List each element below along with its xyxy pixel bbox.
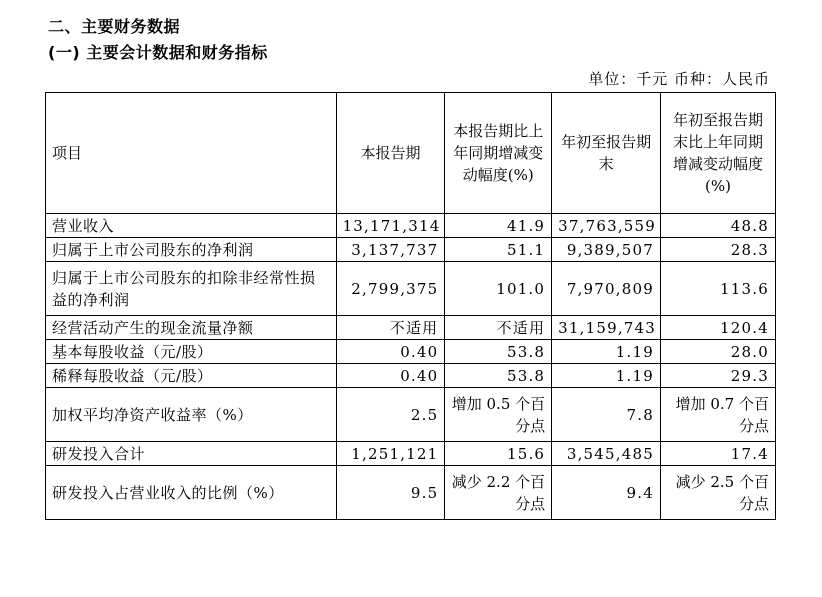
row-ytd: 7.8 [552,388,661,442]
financial-data-table [45,92,776,520]
header-ytd-change: 年初至报告期末比上年同期增减变动幅度(%) [660,93,775,214]
row-ytd-change: 17.4 [660,442,775,466]
row-ytd-change: 29.3 [660,364,775,388]
unit-currency-note: 单位：千元 币种：人民币 [588,70,770,88]
row-ytd: 37,763,559 [552,214,661,238]
row-ytd-change: 增加 0.7 个百分点 [660,388,775,442]
row-item: 归属于上市公司股东的净利润 [46,238,337,262]
row-ytd-change: 120.4 [660,316,775,340]
row-ytd-change: 28.0 [660,340,775,364]
row-current: 9.5 [336,466,445,520]
row-ytd: 1.19 [552,340,661,364]
row-current: 1,251,121 [336,442,445,466]
table-row [46,262,776,316]
row-ytd-change: 28.3 [660,238,775,262]
table-row [46,214,776,238]
table-row [46,388,776,442]
header-item: 项目 [46,93,337,214]
row-ytd-change: 113.6 [660,262,775,316]
table-header-row [46,93,776,214]
row-item: 营业收入 [46,214,337,238]
table-row [46,238,776,262]
row-ytd: 1.19 [552,364,661,388]
row-ytd-change: 48.8 [660,214,775,238]
subsection-heading: (一) 主要会计数据和财务指标 [48,43,268,62]
row-current: 0.40 [336,364,445,388]
table-row [46,340,776,364]
row-current-change: 51.1 [445,238,552,262]
section-heading: 二、主要财务数据 [48,17,181,36]
row-ytd: 9,389,507 [552,238,661,262]
row-item: 研发投入占营业收入的比例（%） [46,466,337,520]
table-row [46,316,776,340]
row-current-change: 53.8 [445,364,552,388]
header-ytd: 年初至报告期末 [552,93,661,214]
header-current-change: 本报告期比上年同期增减变动幅度(%) [445,93,552,214]
row-current: 2.5 [336,388,445,442]
row-current: 13,171,314 [336,214,445,238]
row-current: 3,137,737 [336,238,445,262]
row-item: 经营活动产生的现金流量净额 [46,316,337,340]
table-row [46,364,776,388]
row-current-change: 15.6 [445,442,552,466]
row-current-change: 53.8 [445,340,552,364]
row-current-change: 减少 2.2 个百分点 [445,466,552,520]
table-row [46,442,776,466]
row-current-change: 41.9 [445,214,552,238]
header-current-period: 本报告期 [336,93,445,214]
row-ytd: 3,545,485 [552,442,661,466]
row-current: 0.40 [336,340,445,364]
row-item: 基本每股收益（元/股） [46,340,337,364]
row-ytd-change: 减少 2.5 个百分点 [660,466,775,520]
row-ytd: 31,159,743 [552,316,661,340]
row-current-change: 增加 0.5 个百分点 [445,388,552,442]
row-item: 归属于上市公司股东的扣除非经常性损益的净利润 [46,262,337,316]
row-current: 2,799,375 [336,262,445,316]
row-item: 研发投入合计 [46,442,337,466]
table-row [46,466,776,520]
row-current-change: 不适用 [445,316,552,340]
row-ytd: 9.4 [552,466,661,520]
row-current: 不适用 [336,316,445,340]
row-item: 加权平均净资产收益率（%） [46,388,337,442]
row-current-change: 101.0 [445,262,552,316]
row-item: 稀释每股收益（元/股） [46,364,337,388]
row-ytd: 7,970,809 [552,262,661,316]
